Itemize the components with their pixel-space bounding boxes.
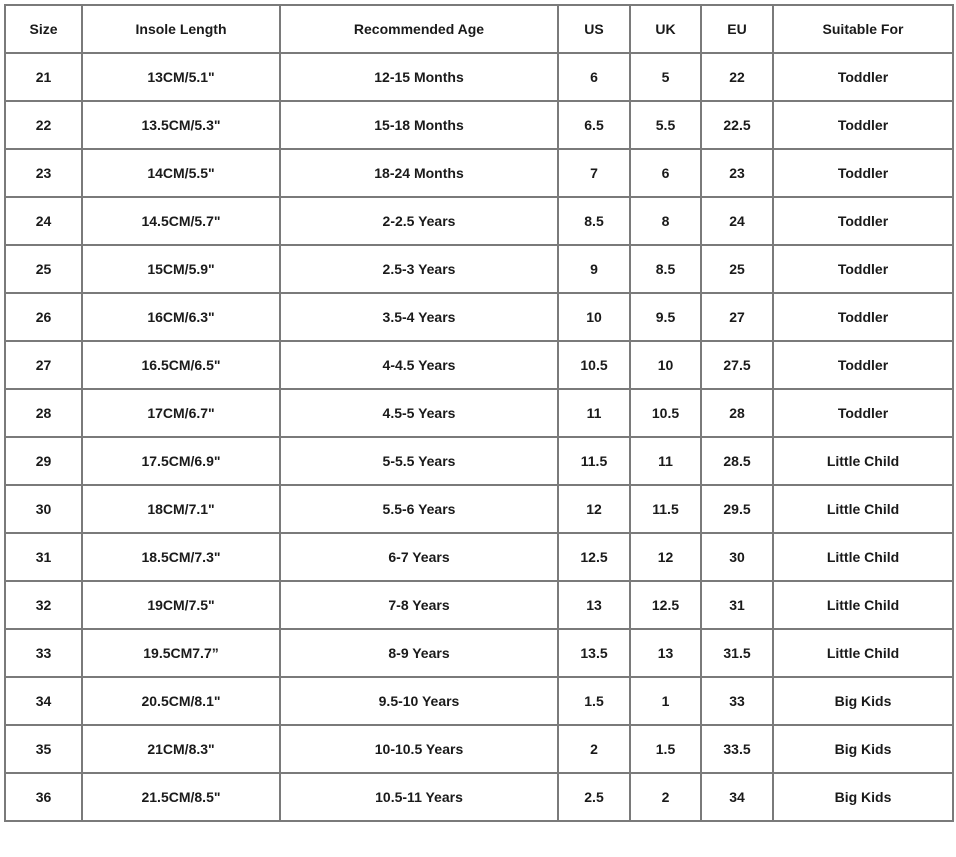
cell-suitable-for: Toddler — [773, 245, 953, 293]
cell-insole-length: 17.5CM/6.9" — [82, 437, 280, 485]
cell-recommended-age: 9.5-10 Years — [280, 677, 558, 725]
cell-us: 6.5 — [558, 101, 630, 149]
cell-insole-length: 15CM/5.9" — [82, 245, 280, 293]
cell-insole-length: 18CM/7.1" — [82, 485, 280, 533]
cell-uk: 8 — [630, 197, 701, 245]
cell-insole-length: 17CM/6.7" — [82, 389, 280, 437]
cell-suitable-for: Toddler — [773, 53, 953, 101]
cell-us: 2.5 — [558, 773, 630, 821]
cell-uk: 8.5 — [630, 245, 701, 293]
cell-uk: 1.5 — [630, 725, 701, 773]
cell-eu: 31 — [701, 581, 773, 629]
cell-recommended-age: 7-8 Years — [280, 581, 558, 629]
cell-us: 11 — [558, 389, 630, 437]
cell-recommended-age: 4-4.5 Years — [280, 341, 558, 389]
table-row — [5, 53, 953, 101]
cell-uk: 12 — [630, 533, 701, 581]
cell-us: 9 — [558, 245, 630, 293]
cell-size: 34 — [5, 677, 82, 725]
cell-us: 10.5 — [558, 341, 630, 389]
cell-size: 26 — [5, 293, 82, 341]
cell-size: 31 — [5, 533, 82, 581]
cell-eu: 30 — [701, 533, 773, 581]
cell-suitable-for: Little Child — [773, 581, 953, 629]
cell-suitable-for: Toddler — [773, 293, 953, 341]
cell-size: 28 — [5, 389, 82, 437]
cell-size: 36 — [5, 773, 82, 821]
cell-size: 24 — [5, 197, 82, 245]
cell-uk: 2 — [630, 773, 701, 821]
cell-uk: 12.5 — [630, 581, 701, 629]
cell-recommended-age: 5-5.5 Years — [280, 437, 558, 485]
header-row — [5, 5, 953, 53]
cell-recommended-age: 6-7 Years — [280, 533, 558, 581]
cell-eu: 27.5 — [701, 341, 773, 389]
cell-suitable-for: Toddler — [773, 101, 953, 149]
table-row — [5, 101, 953, 149]
cell-us: 11.5 — [558, 437, 630, 485]
cell-suitable-for: Toddler — [773, 389, 953, 437]
cell-eu: 28 — [701, 389, 773, 437]
table-row — [5, 389, 953, 437]
cell-insole-length: 14.5CM/5.7" — [82, 197, 280, 245]
table-row — [5, 293, 953, 341]
table-row — [5, 677, 953, 725]
cell-size: 21 — [5, 53, 82, 101]
cell-eu: 31.5 — [701, 629, 773, 677]
cell-eu: 27 — [701, 293, 773, 341]
cell-recommended-age: 3.5-4 Years — [280, 293, 558, 341]
cell-suitable-for: Little Child — [773, 533, 953, 581]
cell-insole-length: 21.5CM/8.5" — [82, 773, 280, 821]
cell-recommended-age: 2.5-3 Years — [280, 245, 558, 293]
table-row — [5, 485, 953, 533]
cell-us: 2 — [558, 725, 630, 773]
cell-uk: 11 — [630, 437, 701, 485]
table-row — [5, 773, 953, 821]
cell-recommended-age: 12-15 Months — [280, 53, 558, 101]
cell-eu: 29.5 — [701, 485, 773, 533]
cell-size: 33 — [5, 629, 82, 677]
cell-eu: 34 — [701, 773, 773, 821]
cell-suitable-for: Toddler — [773, 197, 953, 245]
cell-insole-length: 13CM/5.1" — [82, 53, 280, 101]
table-row — [5, 581, 953, 629]
cell-size: 22 — [5, 101, 82, 149]
cell-uk: 6 — [630, 149, 701, 197]
column-header-recommended-age: Recommended Age — [280, 5, 558, 53]
cell-suitable-for: Big Kids — [773, 677, 953, 725]
cell-insole-length: 14CM/5.5" — [82, 149, 280, 197]
cell-eu: 22.5 — [701, 101, 773, 149]
cell-uk: 11.5 — [630, 485, 701, 533]
cell-suitable-for: Toddler — [773, 341, 953, 389]
table-row — [5, 149, 953, 197]
cell-size: 29 — [5, 437, 82, 485]
cell-insole-length: 16CM/6.3" — [82, 293, 280, 341]
cell-suitable-for: Little Child — [773, 485, 953, 533]
cell-recommended-age: 4.5-5 Years — [280, 389, 558, 437]
cell-eu: 33 — [701, 677, 773, 725]
table-row — [5, 341, 953, 389]
table-row — [5, 629, 953, 677]
cell-suitable-for: Big Kids — [773, 725, 953, 773]
cell-us: 7 — [558, 149, 630, 197]
cell-suitable-for: Little Child — [773, 629, 953, 677]
cell-insole-length: 19.5CM7.7” — [82, 629, 280, 677]
cell-us: 1.5 — [558, 677, 630, 725]
table-body — [5, 53, 953, 821]
cell-us: 13 — [558, 581, 630, 629]
cell-size: 35 — [5, 725, 82, 773]
cell-recommended-age: 15-18 Months — [280, 101, 558, 149]
cell-recommended-age: 10-10.5 Years — [280, 725, 558, 773]
table-row — [5, 533, 953, 581]
cell-insole-length: 13.5CM/5.3" — [82, 101, 280, 149]
table-row — [5, 197, 953, 245]
cell-uk: 10.5 — [630, 389, 701, 437]
column-header-us: US — [558, 5, 630, 53]
cell-uk: 10 — [630, 341, 701, 389]
cell-insole-length: 21CM/8.3" — [82, 725, 280, 773]
cell-us: 10 — [558, 293, 630, 341]
cell-us: 12.5 — [558, 533, 630, 581]
cell-us: 13.5 — [558, 629, 630, 677]
cell-uk: 9.5 — [630, 293, 701, 341]
cell-us: 8.5 — [558, 197, 630, 245]
cell-eu: 23 — [701, 149, 773, 197]
cell-eu: 28.5 — [701, 437, 773, 485]
size-chart-table — [4, 4, 954, 822]
cell-uk: 13 — [630, 629, 701, 677]
cell-recommended-age: 8-9 Years — [280, 629, 558, 677]
cell-insole-length: 18.5CM/7.3" — [82, 533, 280, 581]
cell-us: 12 — [558, 485, 630, 533]
column-header-uk: UK — [630, 5, 701, 53]
column-header-size: Size — [5, 5, 82, 53]
cell-us: 6 — [558, 53, 630, 101]
cell-uk: 5 — [630, 53, 701, 101]
cell-insole-length: 16.5CM/6.5" — [82, 341, 280, 389]
cell-eu: 22 — [701, 53, 773, 101]
cell-recommended-age: 10.5-11 Years — [280, 773, 558, 821]
cell-suitable-for: Toddler — [773, 149, 953, 197]
cell-size: 32 — [5, 581, 82, 629]
cell-size: 23 — [5, 149, 82, 197]
column-header-eu: EU — [701, 5, 773, 53]
cell-insole-length: 20.5CM/8.1" — [82, 677, 280, 725]
cell-eu: 24 — [701, 197, 773, 245]
cell-uk: 1 — [630, 677, 701, 725]
table-header — [5, 5, 953, 53]
cell-recommended-age: 5.5-6 Years — [280, 485, 558, 533]
column-header-suitable-for: Suitable For — [773, 5, 953, 53]
table-row — [5, 725, 953, 773]
cell-suitable-for: Little Child — [773, 437, 953, 485]
cell-eu: 25 — [701, 245, 773, 293]
table-row — [5, 245, 953, 293]
cell-recommended-age: 18-24 Months — [280, 149, 558, 197]
cell-suitable-for: Big Kids — [773, 773, 953, 821]
cell-uk: 5.5 — [630, 101, 701, 149]
cell-size: 25 — [5, 245, 82, 293]
cell-size: 30 — [5, 485, 82, 533]
cell-eu: 33.5 — [701, 725, 773, 773]
cell-size: 27 — [5, 341, 82, 389]
cell-recommended-age: 2-2.5 Years — [280, 197, 558, 245]
table-row — [5, 437, 953, 485]
cell-insole-length: 19CM/7.5" — [82, 581, 280, 629]
column-header-insole-length: Insole Length — [82, 5, 280, 53]
